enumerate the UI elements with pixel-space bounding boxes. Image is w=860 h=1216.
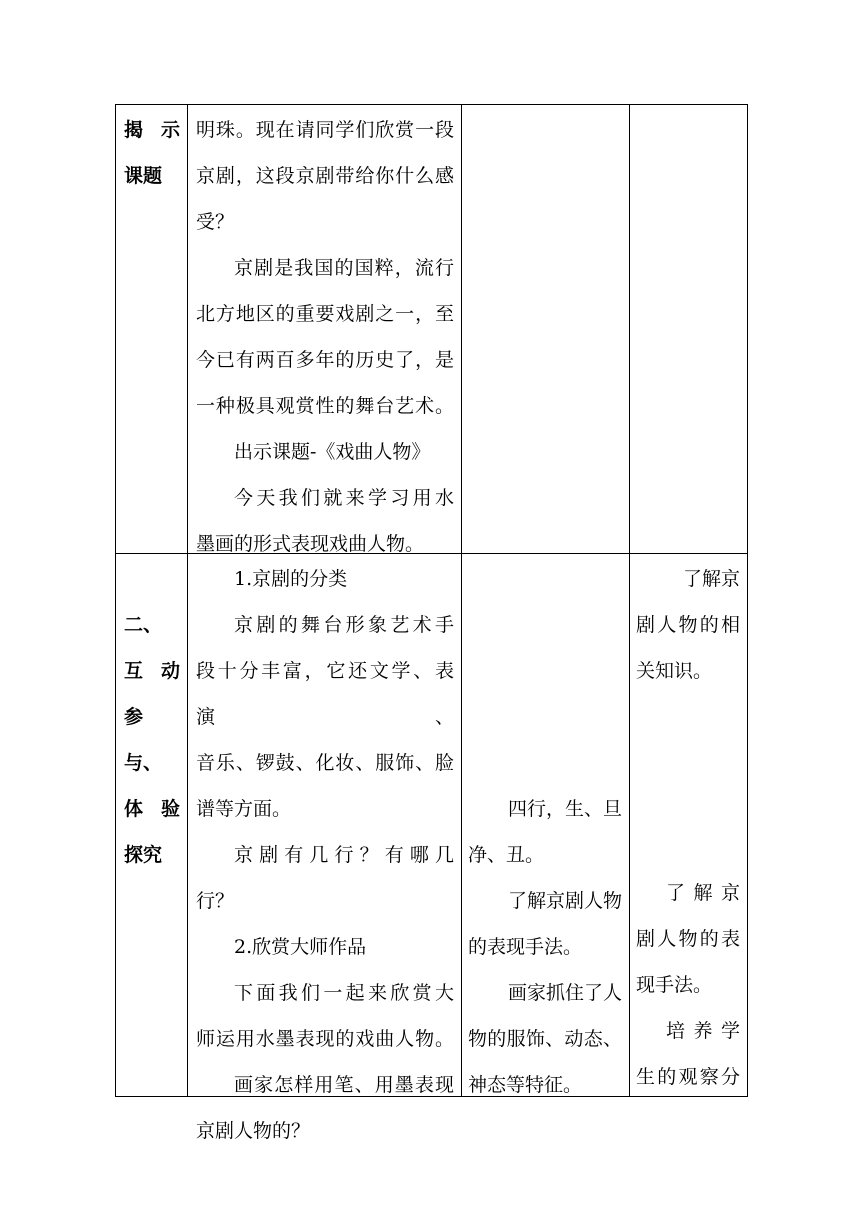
section-heading-line: 探究 — [124, 844, 163, 866]
content-line: 京剧是我国的国粹，流行 — [234, 257, 454, 279]
column-divider-2 — [461, 104, 462, 1097]
content-line: 墨画的形式表现戏曲人物。 — [196, 533, 425, 555]
student-line: 的表现手法。 — [468, 936, 583, 958]
student-line: 了解京剧人物 — [507, 890, 622, 912]
content-line: 行？ — [196, 890, 235, 912]
table-border-right — [747, 104, 748, 1097]
content-line: 京剧的舞台形象艺术手 — [234, 614, 454, 636]
content-line: 京剧有几行？有哪几 — [234, 844, 454, 866]
content-line: 京剧，这段京剧带给你什么感 — [196, 165, 454, 187]
table-border-top — [115, 104, 748, 105]
intent-line: 生的观察分 — [636, 1066, 740, 1088]
section-heading-line: 参与、 — [124, 706, 163, 774]
intent-line: 剧人物的相 — [636, 614, 740, 636]
section-heading-line: 互 动 — [124, 660, 180, 682]
intent-line: 现手法。 — [636, 974, 713, 996]
content-line: 段十分丰富，它还文学、表演、 — [196, 660, 454, 728]
student-line: 神态等特征。 — [468, 1074, 583, 1096]
intent-line: 剧人物的表 — [636, 928, 740, 950]
content-line: 2.欣赏大师作品 — [234, 936, 367, 958]
column-divider-3 — [629, 104, 630, 1097]
student-line: 净、丑。 — [468, 844, 545, 866]
content-line: 谱等方面。 — [196, 798, 292, 820]
content-line: 今天我们就来学习用水 — [234, 487, 454, 509]
section-heading-reveal-topic — [124, 107, 180, 199]
column-divider-1 — [187, 104, 188, 1097]
content-line: 画家怎样用笔、用墨表现 — [234, 1074, 454, 1096]
student-line: 四行，生、旦 — [507, 798, 622, 820]
intent-line: 了解京 — [682, 568, 740, 590]
student-line: 画家抓住了人 — [507, 982, 622, 1004]
intent-line: 了解京 — [666, 882, 740, 904]
content-line: 北方地区的重要戏剧之一，至 — [196, 303, 454, 325]
content-line: 今已有两百多年的历史了，是 — [196, 349, 454, 371]
content-line: 音乐、锣鼓、化妆、服饰、脸 — [196, 752, 454, 774]
section-heading-line: 二、 — [124, 614, 163, 636]
student-activity-cell — [468, 786, 622, 1108]
content-line: 受？ — [196, 211, 235, 233]
intent-line: 培养学 — [666, 1020, 740, 1042]
student-line: 物的服饰、动态、 — [468, 1028, 622, 1050]
content-line: 师运用水墨表现的戏曲人物。 — [196, 1028, 454, 1050]
content-line: 一种极具观赏性的舞台艺术。 — [196, 395, 454, 417]
section-heading-line: 揭 示 — [124, 119, 180, 141]
design-intent-cell — [636, 870, 740, 1100]
design-intent-cell — [636, 556, 740, 694]
content-line: 京剧人物的？ — [196, 1120, 311, 1142]
content-line: 出示课题-《戏曲人物》 — [234, 441, 431, 463]
content-line: 明珠。现在请同学们欣赏一段 — [196, 119, 454, 141]
section-heading-interactive-exploration — [124, 602, 180, 878]
teacher-activity-cell — [196, 556, 454, 1154]
content-line: 下面我们一起来欣赏大 — [234, 982, 454, 1004]
section-heading-line: 体 验 — [124, 798, 180, 820]
teacher-activity-cell — [196, 107, 454, 567]
content-line: 1.京剧的分类 — [234, 568, 348, 590]
table-border-left — [115, 104, 116, 1097]
section-heading-line: 课题 — [124, 165, 163, 187]
intent-line: 关知识。 — [636, 660, 713, 682]
